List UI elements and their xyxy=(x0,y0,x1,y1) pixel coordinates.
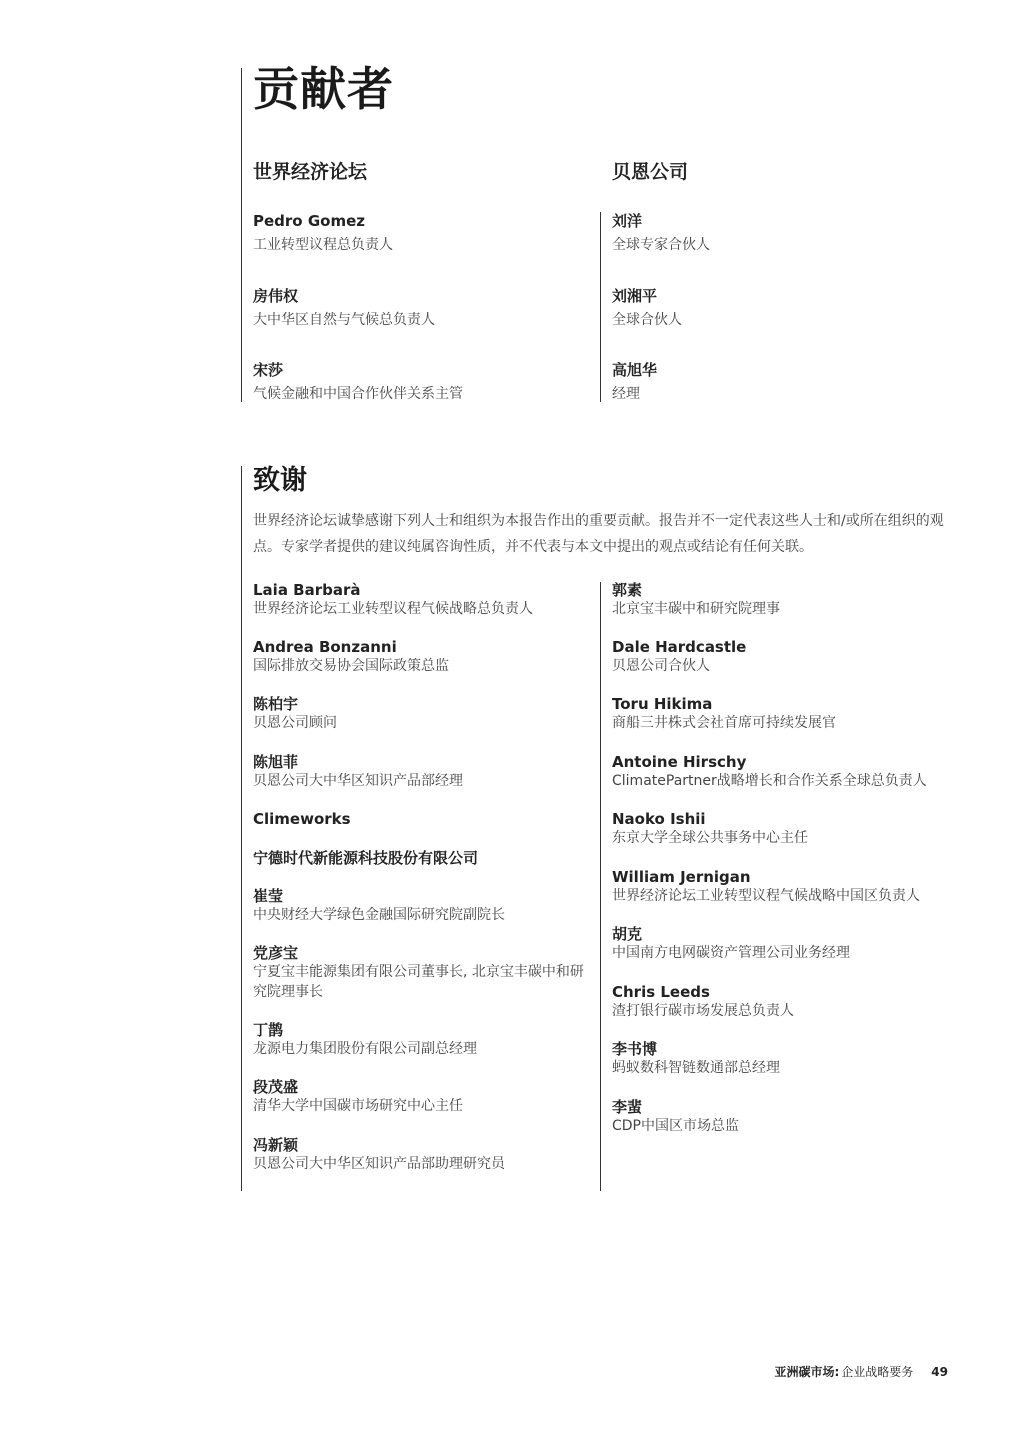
person-name: Toru Hikima xyxy=(612,695,713,713)
person-role: 世界经济论坛工业转型议程气候战略中国区负责人 xyxy=(612,888,920,904)
contributor-entry xyxy=(612,287,682,330)
person-name: Laia Barbarà xyxy=(253,581,361,599)
person-name: 房伟权 xyxy=(253,287,299,305)
person-name: 段茂盛 xyxy=(253,1078,299,1096)
ack-entry xyxy=(253,1078,463,1116)
person-role: CDP中国区市场总监 xyxy=(612,1118,739,1134)
person-name: 李书博 xyxy=(612,1040,658,1058)
ack-entry xyxy=(612,925,850,963)
person-role: 商船三井株式会社首席可持续发展官 xyxy=(612,715,836,731)
org-heading-bain: 贝恩公司 xyxy=(612,161,689,183)
person-role: 贝恩公司大中华区知识产品部助理研究员 xyxy=(253,1156,505,1172)
contributor-entry xyxy=(253,212,393,255)
person-name: 丁鹊 xyxy=(253,1021,284,1039)
person-name: 李蜚 xyxy=(612,1098,643,1116)
person-role: 龙源电力集团股份有限公司副总经理 xyxy=(253,1041,477,1057)
person-name: 冯新颖 xyxy=(253,1136,299,1154)
ack-entry xyxy=(612,753,927,791)
person-role: 工业转型议程总负责人 xyxy=(253,237,393,253)
person-role: 全球合伙人 xyxy=(612,312,682,328)
person-role: 渣打银行碳市场发展总负责人 xyxy=(612,1003,794,1019)
page-footer xyxy=(774,1363,948,1380)
person-name: Naoko Ishii xyxy=(612,810,706,828)
person-role: 中央财经大学绿色金融国际研究院副院长 xyxy=(253,907,505,923)
ack-entry xyxy=(612,983,794,1021)
person-role: 气候金融和中国合作伙伴关系主管 xyxy=(253,386,463,402)
ack-entry xyxy=(253,581,533,619)
person-name: 刘洋 xyxy=(612,212,643,230)
ack-entry xyxy=(253,887,505,925)
person-role: 北京宝丰碳中和研究院理事 xyxy=(612,601,780,617)
ack-entry xyxy=(612,581,780,619)
person-name: 刘湘平 xyxy=(612,287,658,305)
ack-entry xyxy=(253,849,478,867)
ack-entry xyxy=(612,810,808,848)
person-role: 清华大学中国碳市场研究中心主任 xyxy=(253,1098,463,1114)
person-name: 高旭华 xyxy=(612,361,658,379)
ack-entry xyxy=(253,1021,477,1059)
person-name: Climeworks xyxy=(253,810,351,828)
person-role: 贝恩公司大中华区知识产品部经理 xyxy=(253,773,463,789)
person-role: 中国南方电网碳资产管理公司业务经理 xyxy=(612,945,850,961)
person-name: 宁德时代新能源科技股份有限公司 xyxy=(253,849,479,867)
person-role: 世界经济论坛工业转型议程气候战略总负责人 xyxy=(253,601,533,617)
ack-entry xyxy=(612,695,836,733)
page-title: 贡献者 xyxy=(253,62,394,116)
ack-entry xyxy=(253,810,351,828)
ack-entry xyxy=(612,868,920,906)
person-name: 胡克 xyxy=(612,925,643,943)
person-name: Chris Leeds xyxy=(612,983,710,1001)
contributor-entry xyxy=(612,212,710,255)
contributor-entry xyxy=(253,361,463,404)
org-heading-wef: 世界经济论坛 xyxy=(253,161,368,183)
divider-contributors-right xyxy=(600,212,601,402)
page-number: 49 xyxy=(931,1365,948,1379)
person-name: 宋莎 xyxy=(253,361,284,379)
ack-entry xyxy=(253,753,463,791)
acknowledgements-intro: 世界经济论坛诚挚感谢下列人士和组织为本报告作出的重要贡献。报告并不一定代表这些人士和/或所在组织的观点。专家学者提供的建议纯属咨询性质，并不代表与本文中提出的观点或结论有任何关联。 xyxy=(253,513,944,555)
person-name: 郭素 xyxy=(612,581,643,599)
person-role: 全球专家合伙人 xyxy=(612,237,710,253)
person-role: ClimatePartner战略增长和合作关系全球总负责人 xyxy=(612,773,927,789)
person-name: 陈旭菲 xyxy=(253,753,299,771)
person-role: 大中华区自然与气候总负责人 xyxy=(253,312,435,328)
contributor-entry xyxy=(253,287,435,330)
ack-entry xyxy=(253,638,449,676)
divider-ack-right xyxy=(600,582,601,1191)
footer-subtitle: 企业战略要务 xyxy=(841,1365,914,1379)
ack-entry xyxy=(253,695,337,733)
person-role: 贝恩公司合伙人 xyxy=(612,658,710,674)
person-name: Dale Hardcastle xyxy=(612,638,747,656)
acknowledgements-title: 致谢 xyxy=(253,465,307,496)
person-name: 党彦宝 xyxy=(253,944,299,962)
person-name: William Jernigan xyxy=(612,868,751,886)
person-name: 陈柏宇 xyxy=(253,695,299,713)
divider-ack-left xyxy=(241,466,242,1191)
person-role: 宁夏宝丰能源集团有限公司董事长, 北京宝丰碳中和研究院理事长 xyxy=(253,964,584,1000)
person-role: 贝恩公司顾问 xyxy=(253,715,337,731)
footer-publication: 亚洲碳市场: xyxy=(774,1365,840,1379)
person-name: Andrea Bonzanni xyxy=(253,638,397,656)
ack-entry xyxy=(612,1098,739,1136)
ack-entry xyxy=(612,1040,780,1078)
person-role: 东京大学全球公共事务中心主任 xyxy=(612,830,808,846)
person-name: 崔莹 xyxy=(253,887,284,905)
person-name: Pedro Gomez xyxy=(253,212,365,230)
person-name: Antoine Hirschy xyxy=(612,753,747,771)
person-role: 经理 xyxy=(612,386,640,402)
person-role: 国际排放交易协会国际政策总监 xyxy=(253,658,449,674)
ack-entry xyxy=(612,638,746,676)
contributor-entry xyxy=(612,361,657,404)
ack-entry xyxy=(253,944,588,1002)
person-role: 蚂蚁数科智链数通部总经理 xyxy=(612,1060,780,1076)
ack-entry xyxy=(253,1136,505,1174)
divider-contributors-left xyxy=(241,68,242,402)
